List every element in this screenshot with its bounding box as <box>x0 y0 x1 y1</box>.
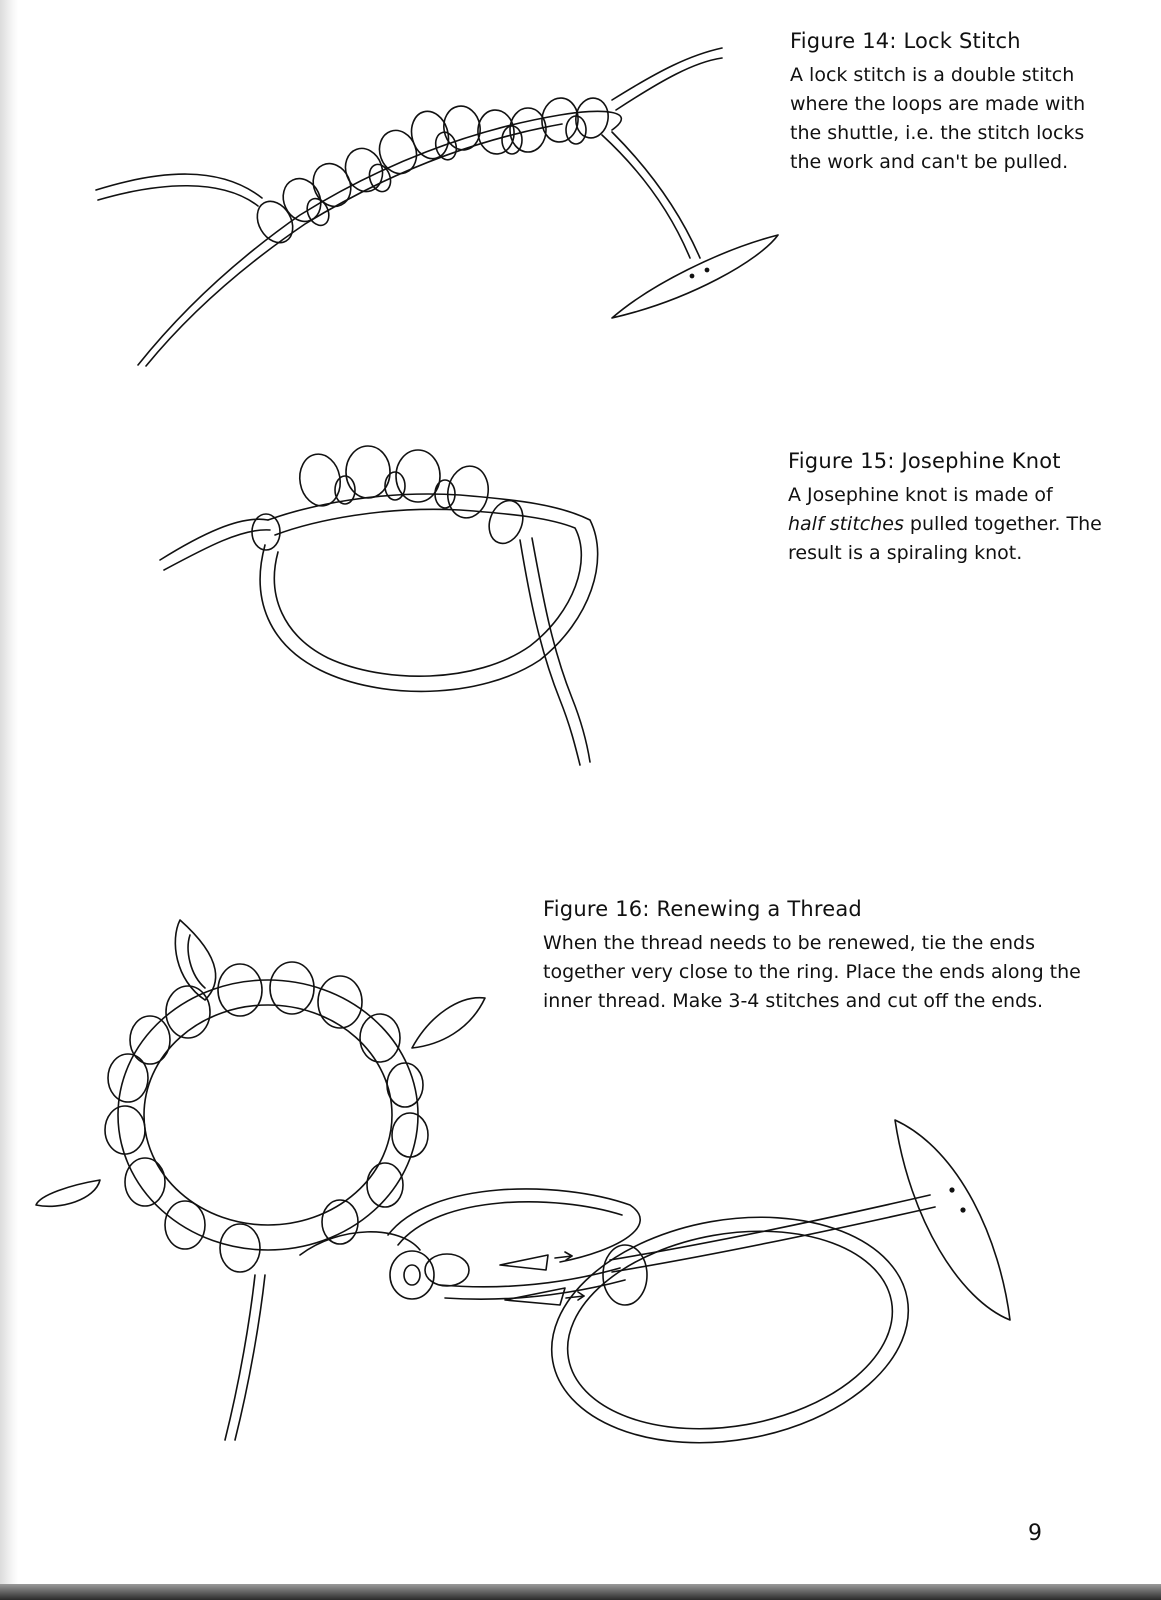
knot-joining <box>390 1251 469 1299</box>
figure-14-caption <box>790 29 1120 177</box>
figure-14-lock-stitch-drawing <box>96 48 778 366</box>
figure-15-text <box>788 481 1118 568</box>
figure-15-text-before: A Josephine knot is made of <box>788 484 1053 506</box>
josephine-knot-loops <box>252 446 529 550</box>
lock-stitch-loops <box>250 96 611 250</box>
ring-of-stitches <box>105 962 428 1272</box>
figure-15-caption <box>788 449 1118 568</box>
figure-16-text: When the thread needs to be renewed, tie the ends together very close to the ring. Place the ends along the inner thread. Make 3-4 stitches and cut off the ends. <box>543 932 1081 1012</box>
figure-15-josephine-knot-drawing <box>160 446 598 765</box>
scan-bottom-edge <box>0 1584 1161 1600</box>
page-number: 9 <box>1028 1521 1042 1546</box>
figure-14-text: A lock stitch is a double stitch where the loops are made with the shuttle, i.e. the stitch locks the work and can't be pulled. <box>790 64 1086 173</box>
figure-16-title: Figure 16: Renewing a Thread <box>543 897 862 921</box>
figure-15-text-italic: half stitches <box>788 513 904 535</box>
figure-15-title: Figure 15: Josephine Knot <box>788 449 1061 473</box>
figure-14-title: Figure 14: Lock Stitch <box>790 29 1021 53</box>
figure-16-caption <box>543 897 1103 1016</box>
figure-15-text-after: pulled together. The result is a spiraling knot. <box>788 513 1102 564</box>
